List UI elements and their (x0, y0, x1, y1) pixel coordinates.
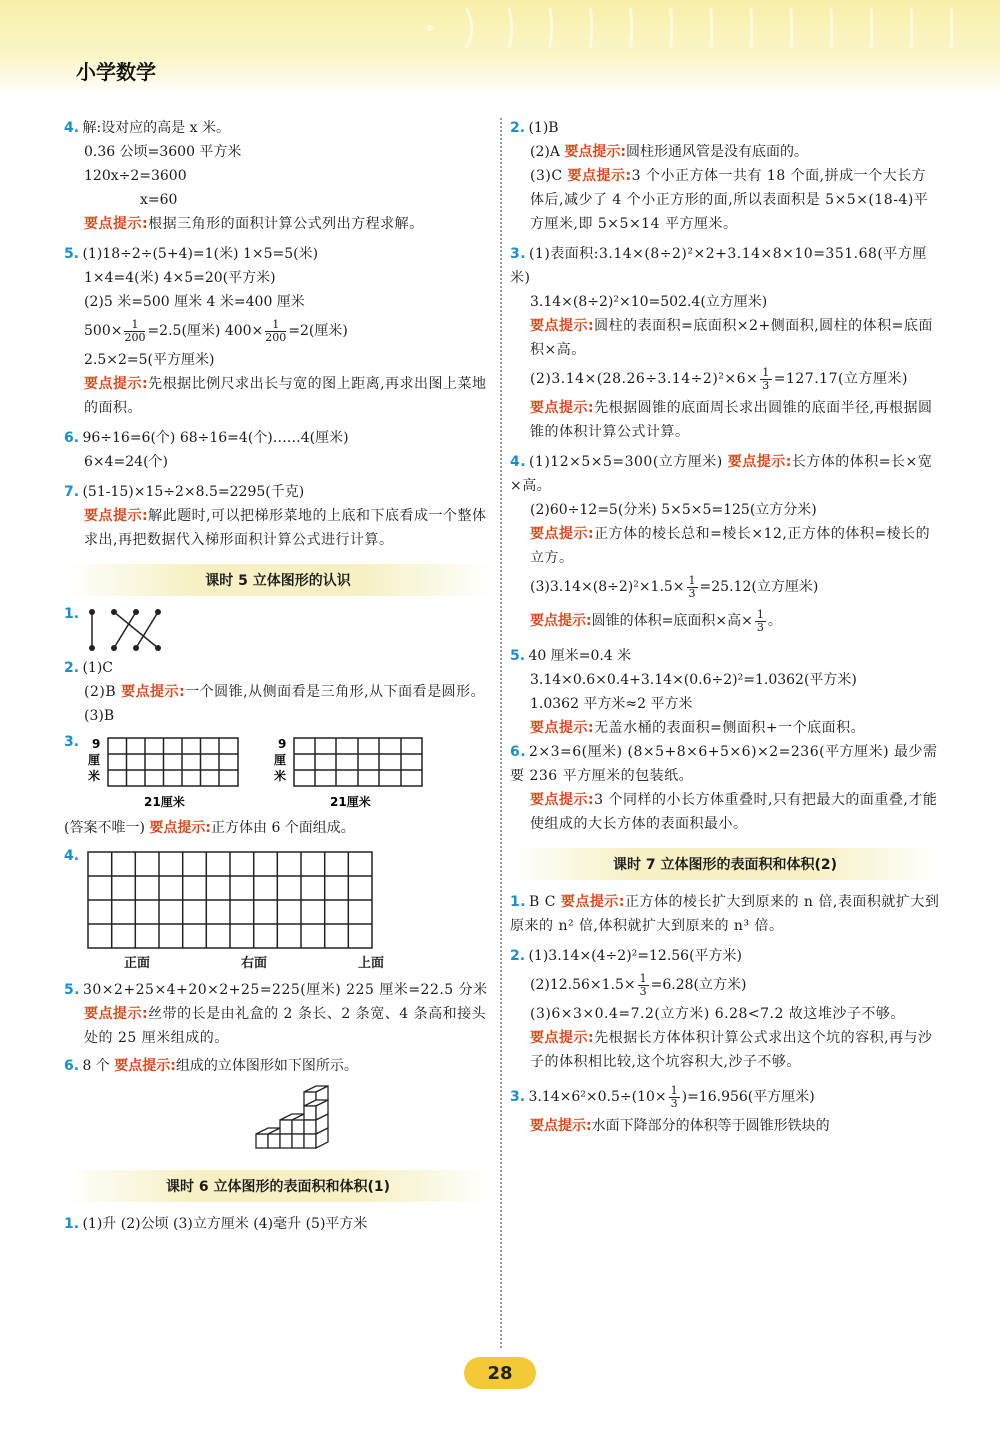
hint-text: 解此题时,可以把梯形菜地的上底和下底看成一个整体求出,再把数据代入梯形面积计算公式进行计算。 (84, 508, 487, 548)
answer-line: 2×3=6(厘米) (8×5+8×6+5×6)×2=236(平方厘米) 最少需要 236 平方厘米的包装纸。 (510, 744, 938, 784)
answer-6 (64, 426, 492, 474)
hint-label: 要点提示: (530, 318, 595, 334)
view-label-top: 上面 (357, 956, 384, 971)
svg-text:21厘米: 21厘米 (144, 795, 185, 809)
hint-text: 先根据圆锥的底面周长求出圆锥的底面半径,再根据圆锥的体积计算公式计算。 (530, 400, 933, 440)
answer-7 (64, 480, 492, 552)
hint-text: 正方体的棱长扩大到原来的 n 倍,表面积就扩大到原来的 n² 倍,体积就扩大到原来的 n³ 倍。 (510, 894, 940, 934)
answer-line: (2)5 米=500 厘米 4 米=400 厘米 (84, 294, 305, 310)
right-column (510, 116, 940, 1138)
answer-line: (3)B (84, 708, 115, 724)
answer-line: 96÷16=6(个) 68÷16=4(个)……4(厘米) (82, 430, 349, 446)
lesson7-answer-1 (510, 890, 940, 938)
lesson-heading: 课时 6 立体图形的表面积和体积(1) (64, 1170, 492, 1202)
view-label-front: 正面 (124, 956, 151, 971)
hint-text: 先根据比例尺求出长与宽的图上距离,再求出图上菜地的面积。 (84, 376, 487, 416)
answer-line: 3.14×0.6×0.4+3.14×(0.6÷2)²=1.0362(平方米) (530, 672, 857, 688)
hint-text: 圆锥的体积=底面积×高× (591, 613, 753, 629)
answer-line: (1)B (528, 120, 559, 136)
answer-line-fraction: (2)12.56×1.5× $\frac{1}{3}$ =6.28(立方米) (530, 971, 747, 998)
hint-label: 要点提示: (727, 454, 792, 470)
answer-line: 解:设对应的高是 x 米。 (82, 120, 230, 136)
lesson5-answer-1 (64, 606, 492, 656)
hint-text: 一个圆锥,从侧面看是三角形,从下面看是圆形。 (185, 684, 486, 700)
answer-line: 1.0362 平方米≈2 平方米 (530, 696, 693, 712)
lesson7-answer-2 (510, 944, 940, 1074)
hint-label: 要点提示: (114, 1058, 176, 1074)
question-number: 5. (510, 648, 526, 664)
answer-line: (1)18÷2÷(5+4)=1(米) 1×5=5(米) (82, 246, 319, 262)
answer-line: (2)B (84, 684, 117, 700)
question-number: 7. (64, 484, 80, 500)
view-label-right: 右面 (240, 956, 267, 971)
hint-label: 要点提示: (530, 1030, 595, 1046)
book-title: 小学数学 (76, 60, 156, 84)
answer-note: (答案不唯一) (64, 820, 145, 836)
answer-line: 120x÷2=3600 (84, 168, 187, 184)
fraction: $\frac{1}{3}$ (639, 971, 647, 998)
svg-text:米: 米 (274, 769, 287, 783)
hint-text: 正方体的棱长总和=棱长×12,正方体的体积=棱长的立方。 (530, 526, 931, 566)
question-number: 1. (64, 606, 80, 622)
hint-text: 长方体的体积=长×宽×高。 (510, 454, 933, 494)
answer-line: 30×2+25×4+20×2+25=225(厘米) 225 厘米=22.5 分米 (82, 982, 488, 998)
hint-label: 要点提示: (564, 144, 627, 160)
hint-label: 要点提示: (530, 792, 595, 808)
banner-decoration (410, 8, 970, 48)
fraction: $\frac{1}{200}$ (124, 317, 146, 344)
answer-line: (1)表面积:3.14×(8÷2)²×2+3.14×8×10=351.68(平方厘米) (510, 246, 927, 286)
answer-5 (64, 242, 492, 420)
question-number: 2. (510, 120, 526, 136)
answer-line: 6×4=24(个) (84, 454, 169, 470)
fraction: $\frac{1}{3}$ (670, 1083, 678, 1110)
question-number: 6. (510, 744, 527, 760)
fraction: $\frac{1}{3}$ (688, 573, 696, 600)
answer-line-fraction: (2)3.14×(28.26÷3.14÷2)²×6× $\frac{1}{3}$ =127.17(立方厘米) (530, 365, 908, 392)
answer-line: 2.5×2=5(平方厘米) (84, 352, 215, 368)
hint-label: 要点提示: (84, 216, 149, 232)
answer-line: 3.14×(8÷2)²×10=502.4(立方厘米) (530, 294, 768, 310)
svg-text:21厘米: 21厘米 (330, 795, 371, 809)
lesson5-answer-4 (64, 848, 492, 974)
fraction: $\frac{1}{3}$ (756, 607, 764, 634)
answer-2 (510, 116, 940, 236)
fraction: $\frac{1}{3}$ (762, 365, 770, 392)
fraction: $\frac{1}{200}$ (265, 317, 287, 344)
hint-text: 圆柱的表面积=底面积×2+侧面积,圆柱的体积=底面积×高。 (530, 318, 933, 358)
answer-line: (3)C (530, 168, 563, 184)
answer-4: 4. (1)12×5×5=300(立方厘米) 要点提示:长方体的体积=长×宽×高。 (2)60÷12=5(分米) 5×5×5=125(立方分米) 要点提示:正方体的棱长总和=棱长×12,正方体的体积=棱长的立方。 (3)3.14×(8÷2)²×1.5× $\frac{1}{3}$ =25.12(立方厘米) 要点提示:圆锥的体积=底面积×高× $\frac{1}{3}$ 。 (510, 450, 940, 638)
answer-line: (1)3.14×(4÷2)²=12.56(平方米) (528, 948, 743, 964)
lesson5-answer-6 (64, 1054, 492, 1166)
hint-text: 3 个同样的小长方体重叠时,只有把最大的面重叠,才能使组成的大长方体的表面积最小。 (530, 792, 938, 832)
answer-line: x=60 (140, 192, 178, 208)
lesson5-answer-5 (64, 978, 492, 1050)
answer-line-fraction: 3. 3.14×6²×0.5÷(10× $\frac{1}{3}$ )=16.956(平方厘米) (510, 1080, 940, 1114)
question-number: 3. (64, 734, 80, 750)
hint-label: 要点提示: (84, 376, 149, 392)
hint-text: 正方体由 6 个面组成。 (211, 820, 355, 836)
question-number: 2. (510, 948, 526, 964)
answer-line: (1)升 (2)公顷 (3)立方厘米 (4)毫升 (5)平方米 (82, 1216, 368, 1232)
net-diagrams (84, 734, 504, 814)
question-number: 2. (64, 660, 80, 676)
matching-lines-figure (88, 608, 168, 652)
question-number: 3. (510, 1089, 526, 1105)
svg-text:厘: 厘 (88, 753, 101, 767)
svg-text:米: 米 (88, 769, 101, 783)
question-number: 1. (510, 894, 527, 910)
answer-line: (2)A (530, 144, 560, 160)
answer-6 (510, 740, 940, 836)
question-number: 1. (64, 1216, 80, 1232)
hint-text: 组成的立体图形如下图所示。 (175, 1058, 358, 1074)
hint-text: 水面下降部分的体积等于圆锥形铁块的 (591, 1118, 830, 1134)
hint-text: 3 个小正方体一共有 18 个面,拼成一个大长方体后,减少了 4 个小正方形的面,所以表面积是 5×5×(18-4)平方厘米,即 5×5×14 平方厘米。 (530, 168, 929, 232)
hint-label: 要点提示: (149, 820, 211, 836)
answer-line-fraction: (3)3.14×(8÷2)²×1.5× $\frac{1}{3}$ =25.12(立方厘米) (530, 573, 819, 600)
answer-3 (510, 242, 940, 444)
svg-text:9: 9 (278, 737, 287, 751)
answer-line-fraction: 500× $\frac{1}{200}$ =2.5(厘米) 400× $\frac{1}{200}$ =2(厘米) (84, 317, 348, 344)
stacked-cubes-figure (244, 1082, 334, 1162)
three-views-grid (86, 850, 386, 950)
hint-text: 无盖水桶的表面积=侧面积+一个底面积。 (594, 720, 866, 736)
lesson-heading: 课时 7 立体图形的表面积和体积(2) (510, 848, 940, 880)
lesson7-answer-3 (510, 1080, 940, 1138)
question-number: 4. (510, 454, 527, 470)
lesson5-answer-2 (64, 656, 492, 728)
question-number: 4. (64, 848, 80, 864)
answer-line: (1)C (82, 660, 113, 676)
hint-text: 根据三角形的面积计算公式列出方程求解。 (148, 216, 424, 232)
hint-label: 要点提示: (530, 1118, 592, 1134)
answer-line: (3)6×3×0.4=7.2(立方米) 6.28<7.2 故这堆沙子不够。 (530, 1006, 905, 1022)
question-number: 6. (64, 430, 80, 446)
hint-text: 圆柱形通风管是没有底面的。 (626, 144, 809, 160)
answer-line: 8 个 (82, 1058, 110, 1074)
hint-label: 要点提示: (121, 684, 186, 700)
svg-text:厘: 厘 (274, 753, 287, 767)
answer-5 (510, 644, 940, 740)
hint-label: 要点提示: (560, 894, 625, 910)
page-number: 28 (464, 1357, 536, 1389)
question-number: 4. (64, 120, 80, 136)
left-column (64, 116, 492, 1236)
hint-label: 要点提示: (530, 400, 595, 416)
hint-label: 要点提示: (84, 508, 149, 524)
svg-text:9: 9 (92, 737, 101, 751)
answer-line: (1)12×5×5=300(立方厘米) (528, 454, 723, 470)
question-number: 3. (510, 246, 527, 262)
hint-label: 要点提示: (530, 720, 595, 736)
answer-line: 40 厘米=0.4 米 (528, 648, 632, 664)
hint-label: 要点提示: (530, 613, 592, 629)
column-divider (500, 118, 502, 1348)
question-number: 6. (64, 1058, 80, 1074)
answer-line: (2)60÷12=5(分米) 5×5×5=125(立方分米) (530, 502, 817, 518)
answer-line: 1×4=4(米) 4×5=20(平方米) (84, 270, 276, 286)
question-number: 5. (64, 982, 81, 998)
lesson-heading: 课时 5 立体图形的认识 (64, 564, 492, 596)
hint-label: 要点提示: (84, 1006, 149, 1022)
hint-text: 先根据长方体体积计算公式求出这个坑的容积,再与沙子的体积相比较,这个坑容积大,沙子不够。 (530, 1030, 933, 1070)
answer-line: (51-15)×15÷2×8.5=2295(千克) (82, 484, 305, 500)
answer-line: B C (528, 894, 556, 910)
lesson5-answer-3 (64, 734, 492, 816)
hint-label: 要点提示: (530, 526, 595, 542)
answer-line: 0.36 公顷=3600 平方米 (84, 144, 242, 160)
question-number: 5. (64, 246, 80, 262)
hint-label: 要点提示: (567, 168, 632, 184)
hint-text: 丝带的长是由礼盒的 2 条长、2 条宽、4 条高和接头处的 25 厘米组成的。 (84, 1006, 487, 1046)
answer-4 (64, 116, 492, 236)
